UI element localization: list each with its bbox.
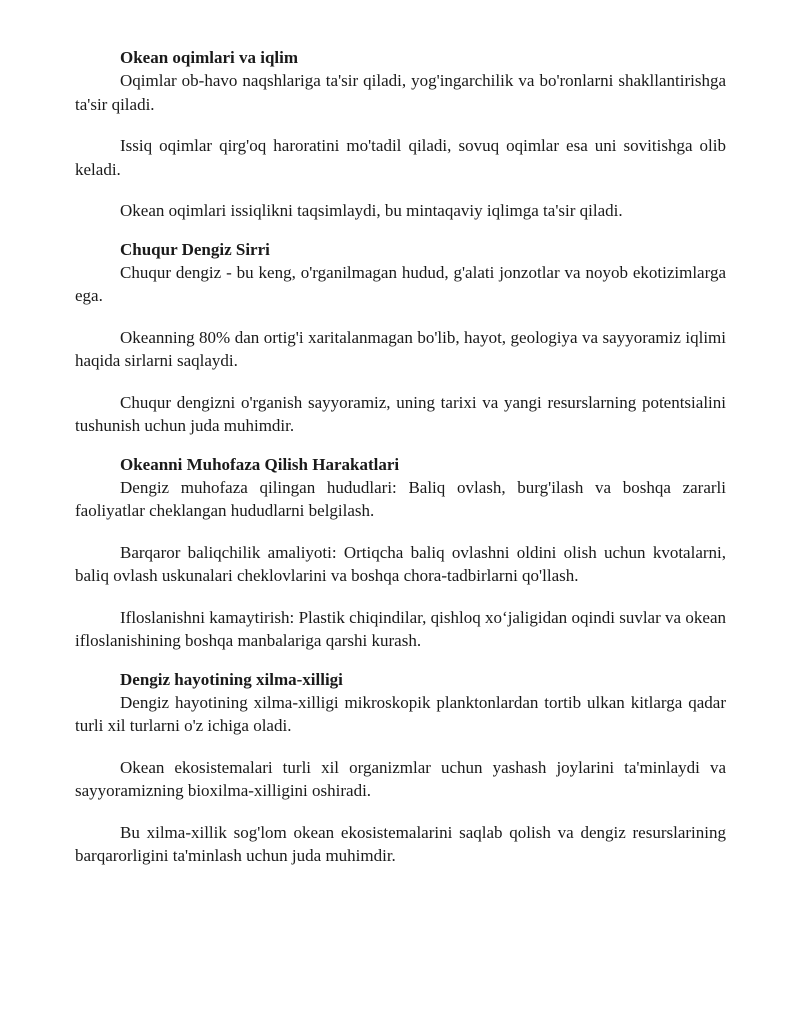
paragraph: Ifloslanishni kamaytirish: Plastik chiqindilar, qishloq xo‘jaligidan oqindi suvlar va okean ifloslanishining boshqa manbalariga qarshi kurash. (75, 607, 726, 650)
section-heading: Dengiz hayotining xilma-xilligi (120, 669, 343, 689)
section-marine-biodiversity (75, 668, 726, 868)
section-ocean-currents (75, 46, 726, 223)
section-ocean-protection (75, 453, 726, 653)
paragraph: Chuqur dengizni o'rganish sayyoramiz, uning tarixi va yangi resurslarning potentsialini tushunish uchun juda muhimdir. (75, 392, 726, 435)
paragraph: Bu xilma-xillik sog'lom okean ekosistemalarini saqlab qolish va dengiz resurslarining barqarorligini ta'minlash uchun juda muhimdir. (75, 822, 726, 865)
section-heading: Okeanni Muhofaza Qilish Harakatlari (120, 454, 400, 474)
paragraph: Dengiz muhofaza qilingan hududlari: Baliq ovlash, burg'ilash va boshqa zararli faoliyatlar cheklangan hududlarni belgilash. (75, 477, 726, 520)
document-page (75, 46, 726, 883)
section-heading: Okean oqimlari va iqlim (120, 48, 299, 67)
paragraph: Okean oqimlari issiqlikni taqsimlaydi, bu mintaqaviy iqlimga ta'sir qiladi. (120, 201, 623, 220)
paragraph: Dengiz hayotining xilma-xilligi mikroskopik planktonlardan tortib ulkan kitlarga qadar turli xil turlarni o'z ichiga oladi. (75, 692, 726, 735)
paragraph: Chuqur dengiz - bu keng, o'rganilmagan hudud, g'alati jonzotlar va noyob ekotizimlarga ega. (75, 262, 726, 305)
paragraph: Barqaror baliqchilik amaliyoti: Ortiqcha baliq ovlashni oldini olish uchun kvotalarni, baliq ovlash uskunalari cheklovlarini va boshqa chora-tadbirlarni qo'llash. (75, 542, 726, 585)
section-deep-sea (75, 238, 726, 438)
paragraph: Issiq oqimlar qirg'oq haroratini mo'tadil qiladi, sovuq oqimlar esa uni sovitishga olib keladi. (75, 136, 726, 179)
paragraph: Okeanning 80% dan ortig'i xaritalanmagan bo'lib, hayot, geologiya va sayyoramiz iqlimi haqida sirlarni saqlaydi. (75, 327, 726, 370)
paragraph: Oqimlar ob-havo naqshlariga ta'sir qiladi, yog'ingarchilik va bo'ronlarni shakllantirishga ta'sir qiladi. (75, 71, 726, 114)
paragraph: Okean ekosistemalari turli xil organizmlar uchun yashash joylarini ta'minlaydi va sayyoramizning bioxilma-xilligini oshiradi. (75, 757, 726, 800)
section-heading: Chuqur Dengiz Sirri (120, 239, 270, 259)
